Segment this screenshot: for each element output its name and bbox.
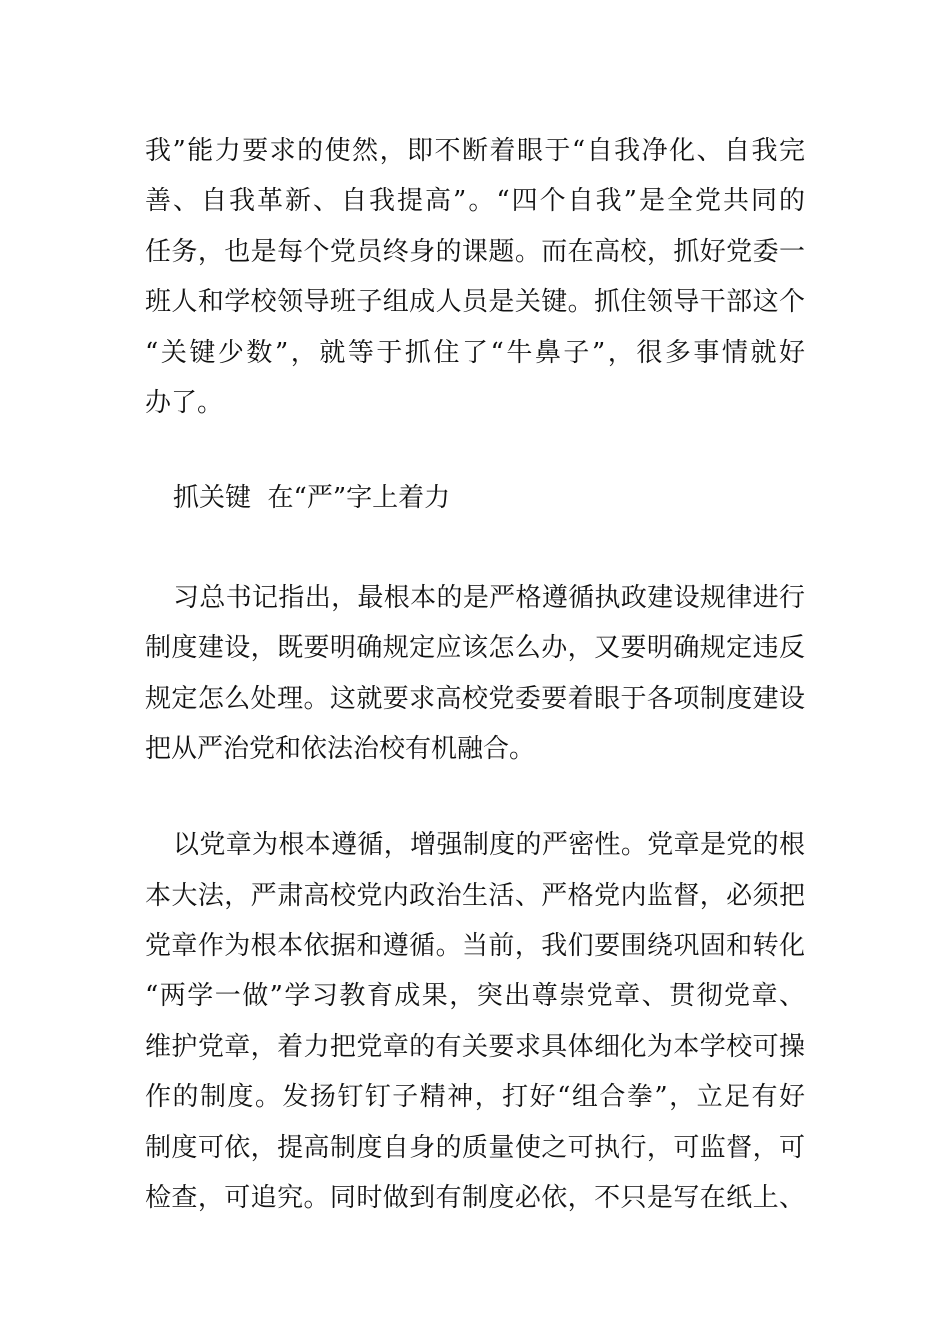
text-line: 善、自我革新、自我提高”。“四个自我”是全党共同的 [145, 186, 805, 216]
text-line: 习总书记指出，最根本的是严格遵循执政建设规律进行 [173, 583, 805, 613]
heading-text: 抓关键 在“严”字上着力 [173, 483, 451, 513]
text-line: 班人和学校领导班子组成人员是关键。抓住领导干部这个 [145, 287, 805, 317]
text-line: 检查，可追究。同时做到有制度必依，不只是写在纸上、 [145, 1183, 805, 1213]
text-line: 我”能力要求的使然，即不断着眼于“自我净化、自我完 [145, 136, 805, 166]
text-line: “关键少数”，就等于抓住了“牛鼻子”，很多事情就好 [145, 338, 805, 368]
text-line: 制度建设，既要明确规定应该怎么办，又要明确规定违反 [145, 633, 805, 663]
text-line: 制度可依，提高制度自身的质量使之可执行，可监督，可 [145, 1133, 805, 1163]
text-line: 以党章为根本遵循，增强制度的严密性。党章是党的根 [173, 830, 805, 860]
text-line: “两学一做”学习教育成果，突出尊崇党章、贯彻党章、 [145, 981, 805, 1011]
text-line: 本大法，严肃高校党内政治生活、严格党内监督，必须把 [145, 881, 805, 911]
text-line: 党章作为根本依据和遵循。当前，我们要围绕巩固和转化 [145, 931, 805, 961]
text-line: 规定怎么处理。这就要求高校党委要着眼于各项制度建设 [145, 684, 805, 714]
text-line: 作的制度。发扬钉钉子精神，打好“组合拳”，立足有好 [145, 1082, 805, 1112]
text-line: 任务，也是每个党员终身的课题。而在高校，抓好党委一 [145, 237, 805, 267]
text-line: 把从严治党和依法治校有机融合。 [145, 734, 536, 764]
text-line: 办了。 [145, 388, 224, 418]
text-line: 维护党章，着力把党章的有关要求具体细化为本学校可操 [145, 1032, 805, 1062]
